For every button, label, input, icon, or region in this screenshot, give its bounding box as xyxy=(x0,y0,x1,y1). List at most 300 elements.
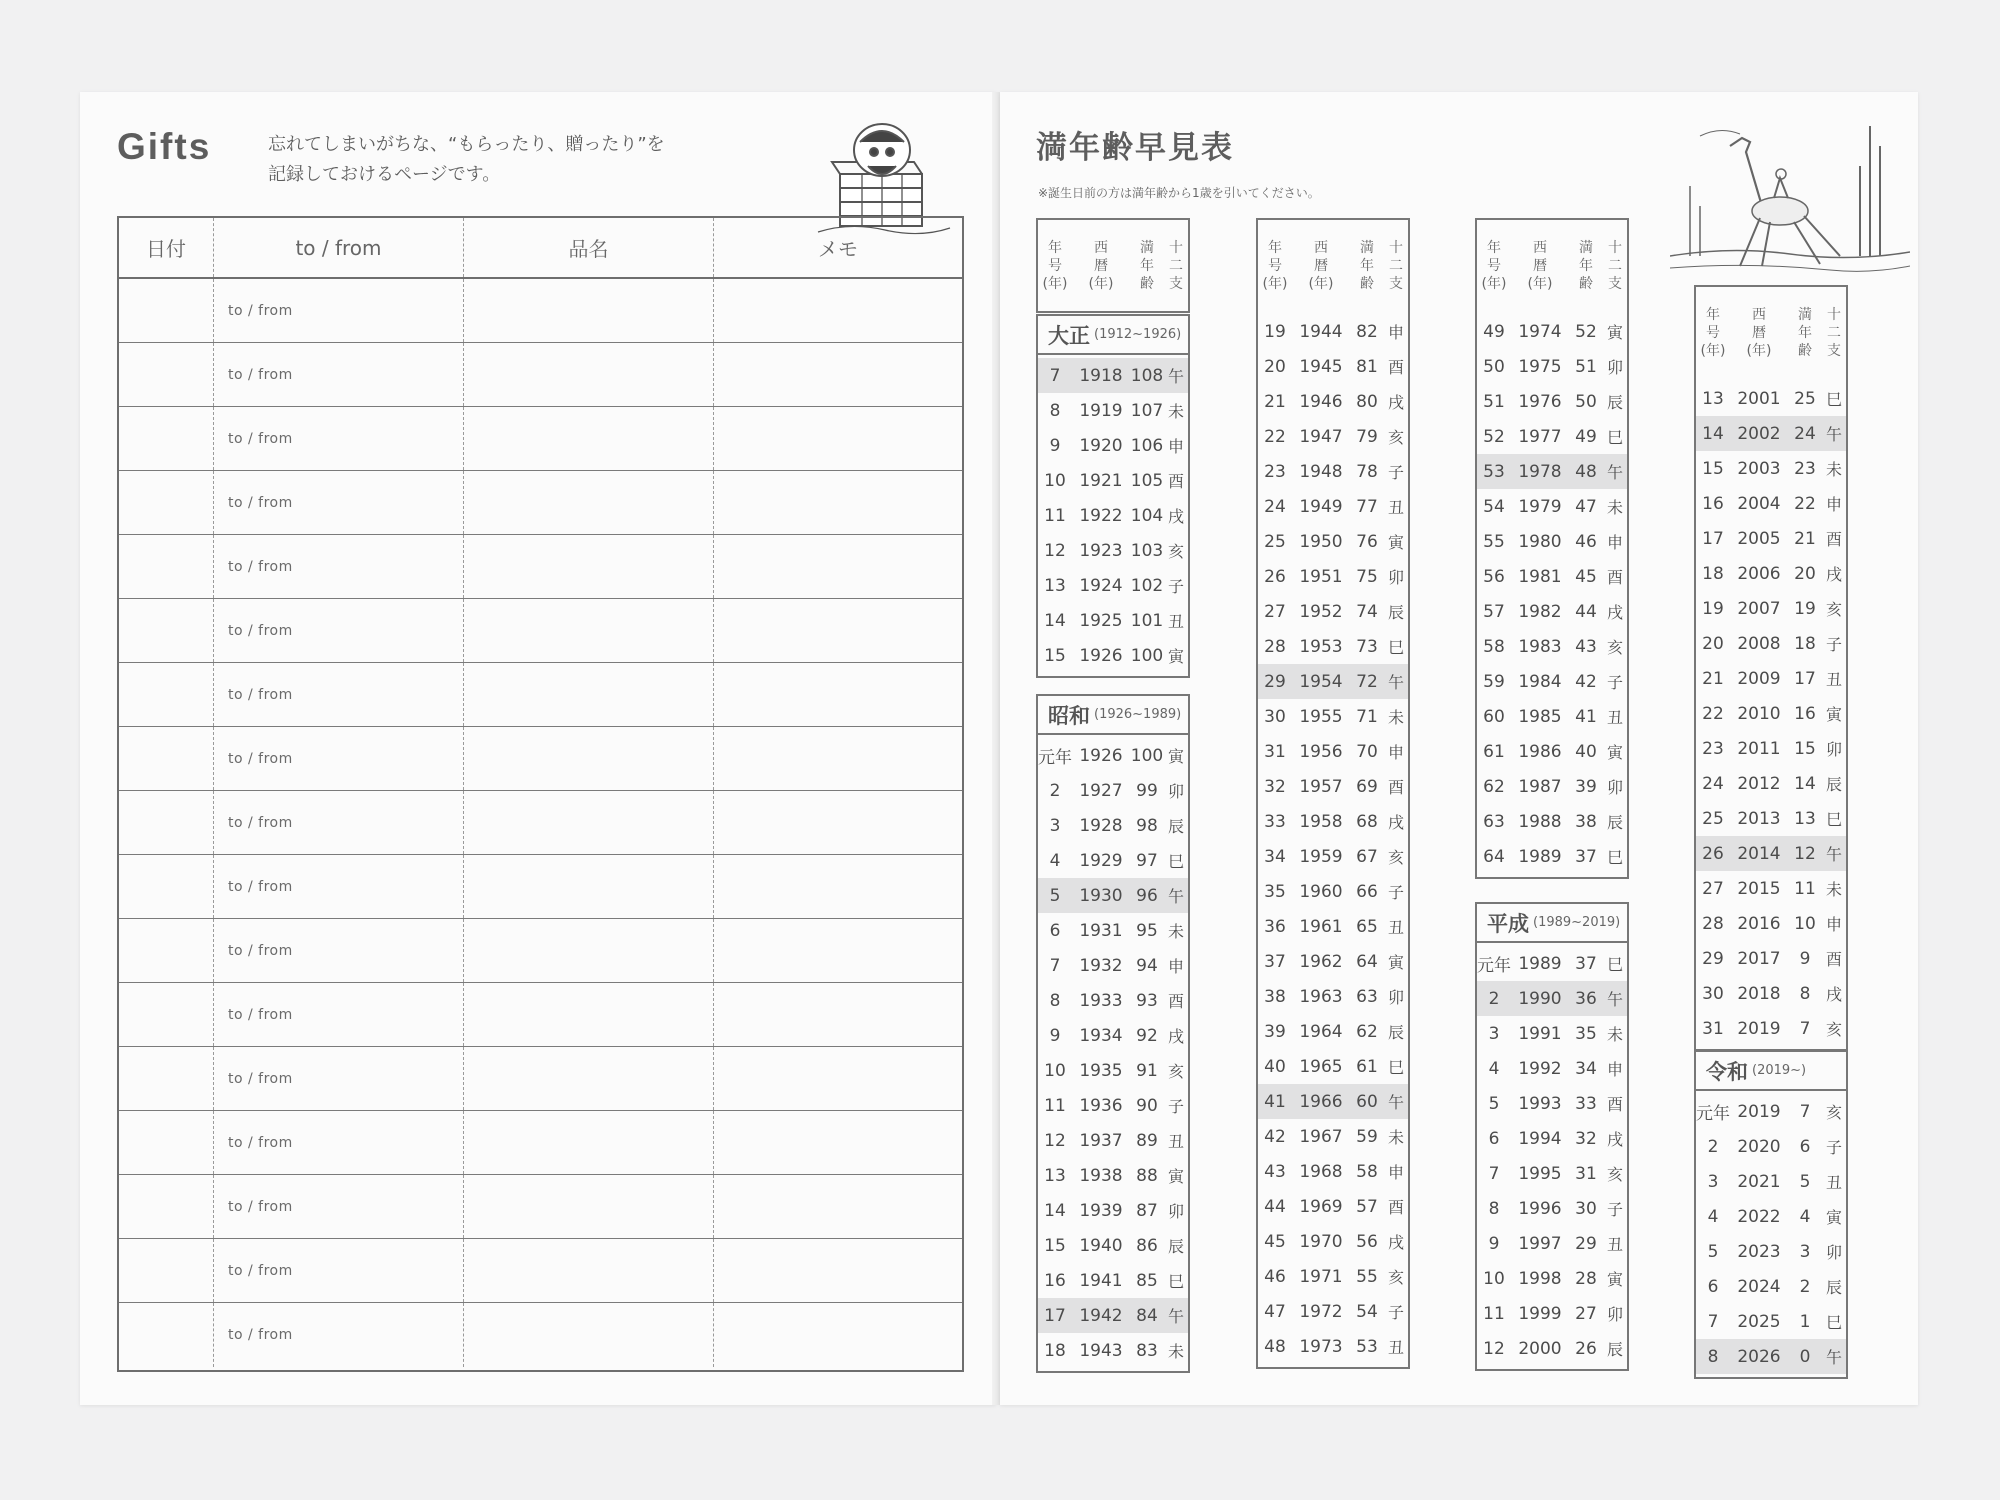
gift-row xyxy=(119,1303,962,1367)
era-year-cell: 59 xyxy=(1483,671,1505,692)
era-year-cell: 7 xyxy=(1707,1311,1719,1332)
age-row xyxy=(1477,839,1627,874)
zodiac-cell: 申 xyxy=(1387,323,1404,342)
zodiac-cell: 丑 xyxy=(1167,1132,1184,1151)
age-row xyxy=(1258,944,1408,979)
western-year-cell: 1963 xyxy=(1299,986,1343,1007)
zodiac-cell: 子 xyxy=(1825,635,1842,654)
gift-memo-cell[interactable] xyxy=(714,1047,962,1110)
header-age xyxy=(1569,220,1603,311)
era-year-cell: 21 xyxy=(1702,668,1724,689)
western-year-cell: 2017 xyxy=(1737,948,1781,969)
western-year-cell: 2005 xyxy=(1737,528,1781,549)
age-row xyxy=(1258,979,1408,1014)
era-year-cell: 60 xyxy=(1483,706,1505,727)
gift-date-cell[interactable] xyxy=(119,1111,214,1174)
era-year-cell: 44 xyxy=(1264,1196,1286,1217)
age-row xyxy=(1477,1051,1627,1086)
zodiac-cell: 子 xyxy=(1167,1097,1184,1116)
era-year-cell: 3 xyxy=(1707,1171,1719,1192)
gift-date-cell[interactable] xyxy=(119,471,214,534)
gift-item-cell[interactable] xyxy=(464,279,714,342)
header-to-from: to / from xyxy=(214,218,464,277)
header-age xyxy=(1350,220,1384,311)
age-row xyxy=(1258,1329,1408,1364)
zodiac-cell: 酉 xyxy=(1167,992,1184,1011)
gift-date-cell[interactable] xyxy=(119,855,214,918)
era-year-cell: 31 xyxy=(1702,1018,1724,1039)
western-year-cell: 1994 xyxy=(1518,1128,1562,1149)
age-cell: 28 xyxy=(1575,1268,1597,1289)
era-year-cell: 8 xyxy=(1049,400,1061,421)
zodiac-cell: 寅 xyxy=(1606,743,1623,762)
gift-row xyxy=(119,727,962,791)
gift-to-from-cell[interactable] xyxy=(214,727,464,790)
zodiac-cell: 午 xyxy=(1167,367,1184,386)
age-cell: 73 xyxy=(1356,636,1378,657)
to-from-label: to / from xyxy=(228,1007,293,1023)
zodiac-cell: 卯 xyxy=(1387,988,1404,1007)
western-year-cell: 1940 xyxy=(1079,1235,1123,1256)
gift-item-cell[interactable] xyxy=(464,535,714,598)
age-chart-note: ※誕生日前の方は満年齢から1歳を引いてください。 xyxy=(1038,186,1320,200)
gift-memo-cell[interactable] xyxy=(714,471,962,534)
era-block xyxy=(1475,311,1629,879)
header-char: (年) xyxy=(1700,342,1726,359)
gift-date-cell[interactable] xyxy=(119,279,214,342)
header-char: 年 xyxy=(1048,239,1062,256)
age-row xyxy=(1038,1333,1188,1368)
era-year-cell: 33 xyxy=(1264,811,1286,832)
age-cell: 104 xyxy=(1130,505,1164,526)
zodiac-cell: 卯 xyxy=(1825,740,1842,759)
gift-date-cell[interactable] xyxy=(119,1047,214,1110)
gift-to-from-cell[interactable] xyxy=(214,855,464,918)
zodiac-cell: 午 xyxy=(1825,845,1842,864)
zodiac-cell: 寅 xyxy=(1167,1167,1184,1186)
zodiac-cell: 戌 xyxy=(1825,985,1842,1004)
gift-memo-cell[interactable] xyxy=(714,983,962,1046)
age-cell: 66 xyxy=(1356,881,1378,902)
gift-date-cell[interactable] xyxy=(119,983,214,1046)
age-cell: 100 xyxy=(1130,645,1164,666)
western-year-cell: 1989 xyxy=(1518,846,1562,867)
western-year-cell: 1998 xyxy=(1518,1268,1562,1289)
western-year-cell: 2011 xyxy=(1737,738,1781,759)
age-row xyxy=(1258,419,1408,454)
era-year-cell: 11 xyxy=(1044,505,1066,526)
age-cell: 87 xyxy=(1136,1200,1158,1221)
gift-to-from-cell[interactable] xyxy=(214,983,464,1046)
gift-date-cell[interactable] xyxy=(119,663,214,726)
gift-memo-cell[interactable] xyxy=(714,535,962,598)
age-cell: 29 xyxy=(1575,1233,1597,1254)
gift-item-cell[interactable] xyxy=(464,407,714,470)
zodiac-cell: 午 xyxy=(1606,463,1623,482)
age-cell: 95 xyxy=(1136,920,1158,941)
era-year-cell: 35 xyxy=(1264,881,1286,902)
era-block xyxy=(1694,378,1848,1051)
header-char: 暦 xyxy=(1533,257,1547,274)
era-year-cell: 61 xyxy=(1483,741,1505,762)
age-row xyxy=(1477,981,1627,1016)
age-row xyxy=(1477,1191,1627,1226)
gift-item-cell[interactable] xyxy=(464,343,714,406)
age-cell: 55 xyxy=(1356,1266,1378,1287)
gift-item-cell[interactable] xyxy=(464,663,714,726)
gift-memo-cell[interactable] xyxy=(714,279,962,342)
gift-memo-cell[interactable] xyxy=(714,727,962,790)
gift-item-cell[interactable] xyxy=(464,855,714,918)
era-range: (1912~1926) xyxy=(1094,327,1182,342)
era-year-cell: 38 xyxy=(1264,986,1286,1007)
age-cell: 101 xyxy=(1130,610,1164,631)
age-cell: 57 xyxy=(1356,1196,1378,1217)
age-row xyxy=(1477,699,1627,734)
age-row xyxy=(1258,454,1408,489)
gift-date-cell[interactable] xyxy=(119,727,214,790)
header-char: 齢 xyxy=(1140,275,1154,292)
western-year-cell: 1958 xyxy=(1299,811,1343,832)
gift-memo-cell[interactable] xyxy=(714,1175,962,1238)
western-year-cell: 1947 xyxy=(1299,426,1343,447)
header-era-year xyxy=(1696,287,1730,378)
gift-item-cell[interactable] xyxy=(464,599,714,662)
zodiac-cell: 亥 xyxy=(1387,848,1404,867)
age-cell: 83 xyxy=(1136,1340,1158,1361)
zodiac-cell: 午 xyxy=(1387,1093,1404,1112)
era-year-cell: 22 xyxy=(1264,426,1286,447)
age-cell: 38 xyxy=(1575,811,1597,832)
gift-row xyxy=(119,663,962,727)
age-cell: 46 xyxy=(1575,531,1597,552)
zodiac-cell: 未 xyxy=(1606,1025,1623,1044)
gift-item-cell[interactable] xyxy=(464,1175,714,1238)
era-name-header xyxy=(1038,316,1188,355)
era-year-cell: 39 xyxy=(1264,1021,1286,1042)
gift-date-cell[interactable] xyxy=(119,1175,214,1238)
western-year-cell: 1965 xyxy=(1299,1056,1343,1077)
era-year-cell: 22 xyxy=(1702,703,1724,724)
age-cell: 1 xyxy=(1799,1311,1811,1332)
gift-item-cell[interactable] xyxy=(464,471,714,534)
zodiac-cell: 酉 xyxy=(1606,568,1623,587)
gifts-table-header xyxy=(119,218,962,279)
gift-to-from-cell[interactable] xyxy=(214,471,464,534)
age-cell: 7 xyxy=(1799,1018,1811,1039)
age-chart-page xyxy=(1000,92,1918,1405)
gift-memo-cell[interactable] xyxy=(714,343,962,406)
zodiac-cell: 子 xyxy=(1825,1138,1842,1157)
header-memo: メモ xyxy=(818,237,858,261)
age-row xyxy=(1696,836,1846,871)
zodiac-cell: 申 xyxy=(1825,915,1842,934)
western-year-cell: 2022 xyxy=(1737,1206,1781,1227)
gift-item-cell[interactable] xyxy=(464,1239,714,1302)
western-year-cell: 2023 xyxy=(1737,1241,1781,1262)
gift-memo-cell[interactable] xyxy=(714,791,962,854)
zodiac-cell: 酉 xyxy=(1825,530,1842,549)
age-row xyxy=(1477,1016,1627,1051)
western-year-cell: 1935 xyxy=(1079,1060,1123,1081)
era-year-cell: 8 xyxy=(1049,990,1061,1011)
age-row xyxy=(1477,1226,1627,1261)
zodiac-cell: 申 xyxy=(1167,437,1184,456)
age-row xyxy=(1038,948,1188,983)
gift-memo-cell[interactable] xyxy=(714,1111,962,1174)
gift-to-from-cell[interactable] xyxy=(214,1303,464,1367)
gift-to-from-cell[interactable] xyxy=(214,599,464,662)
gift-to-from-cell[interactable] xyxy=(214,535,464,598)
gift-to-from-cell[interactable] xyxy=(214,1239,464,1302)
age-row xyxy=(1258,384,1408,419)
era-year-cell: 43 xyxy=(1264,1161,1286,1182)
era-year-cell: 62 xyxy=(1483,776,1505,797)
western-year-cell: 1957 xyxy=(1299,776,1343,797)
age-cell: 8 xyxy=(1799,983,1811,1004)
era-year-cell: 24 xyxy=(1264,496,1286,517)
zodiac-cell: 亥 xyxy=(1606,638,1623,657)
era-range: (1926~1989) xyxy=(1094,707,1182,722)
age-cell: 24 xyxy=(1794,423,1816,444)
age-row xyxy=(1696,1129,1846,1164)
zodiac-cell: 申 xyxy=(1606,1060,1623,1079)
gift-date-cell[interactable] xyxy=(119,1239,214,1302)
era-year-cell: 8 xyxy=(1707,1346,1719,1367)
gift-date-cell[interactable] xyxy=(119,1303,214,1367)
western-year-cell: 1934 xyxy=(1079,1025,1123,1046)
gift-date-cell[interactable] xyxy=(119,599,214,662)
western-year-cell: 2000 xyxy=(1518,1338,1562,1359)
western-year-cell: 1939 xyxy=(1079,1200,1123,1221)
age-row xyxy=(1038,1263,1188,1298)
gift-date-cell[interactable] xyxy=(119,407,214,470)
zodiac-cell: 午 xyxy=(1387,673,1404,692)
age-row xyxy=(1038,1193,1188,1228)
age-cell: 74 xyxy=(1356,601,1378,622)
age-cell: 42 xyxy=(1575,671,1597,692)
age-row xyxy=(1038,738,1188,773)
era-year-cell: 53 xyxy=(1483,461,1505,482)
western-year-cell: 2001 xyxy=(1737,388,1781,409)
gift-to-from-cell[interactable] xyxy=(214,1111,464,1174)
era-year-cell: 63 xyxy=(1483,811,1505,832)
age-cell: 7 xyxy=(1799,1101,1811,1122)
gift-item-cell[interactable] xyxy=(464,1047,714,1110)
western-year-cell: 1962 xyxy=(1299,951,1343,972)
gift-date-cell[interactable] xyxy=(119,919,214,982)
age-row xyxy=(1477,384,1627,419)
western-year-cell: 1924 xyxy=(1079,575,1123,596)
era-year-cell: 18 xyxy=(1702,563,1724,584)
age-row xyxy=(1477,314,1627,349)
zodiac-cell: 卯 xyxy=(1606,1305,1623,1324)
age-cell: 2 xyxy=(1799,1276,1811,1297)
zodiac-cell: 辰 xyxy=(1606,1340,1623,1359)
gift-item-cell[interactable] xyxy=(464,983,714,1046)
era-year-cell: 28 xyxy=(1264,636,1286,657)
zodiac-cell: 巳 xyxy=(1606,428,1623,447)
gift-memo-cell[interactable] xyxy=(714,407,962,470)
western-year-cell: 1926 xyxy=(1079,745,1123,766)
zodiac-cell: 辰 xyxy=(1825,775,1842,794)
age-row xyxy=(1477,804,1627,839)
gift-to-from-cell[interactable] xyxy=(214,407,464,470)
to-from-label: to / from xyxy=(228,751,293,767)
age-row xyxy=(1258,1154,1408,1189)
zodiac-cell: 巳 xyxy=(1825,390,1842,409)
zodiac-cell: 子 xyxy=(1387,883,1404,902)
era-year-cell: 64 xyxy=(1483,846,1505,867)
age-cell: 69 xyxy=(1356,776,1378,797)
gift-item-cell[interactable] xyxy=(464,1303,714,1367)
age-column-header xyxy=(1694,285,1848,380)
era-year-cell: 29 xyxy=(1264,671,1286,692)
zodiac-cell: 丑 xyxy=(1606,708,1623,727)
gift-item-cell[interactable] xyxy=(464,1111,714,1174)
western-year-cell: 1946 xyxy=(1299,391,1343,412)
age-row xyxy=(1477,454,1627,489)
gift-to-from-cell[interactable] xyxy=(214,1047,464,1110)
western-year-cell: 1951 xyxy=(1299,566,1343,587)
zodiac-cell: 午 xyxy=(1167,887,1184,906)
gift-to-from-cell[interactable] xyxy=(214,343,464,406)
age-row xyxy=(1038,1053,1188,1088)
age-row xyxy=(1477,1086,1627,1121)
era-year-cell: 3 xyxy=(1049,815,1061,836)
era-block xyxy=(1036,314,1190,678)
header-char: (年) xyxy=(1262,275,1288,292)
gift-to-from-cell[interactable] xyxy=(214,663,464,726)
age-cell: 77 xyxy=(1356,496,1378,517)
age-row xyxy=(1696,1269,1846,1304)
era-year-cell: 17 xyxy=(1044,1305,1066,1326)
zodiac-cell: 未 xyxy=(1167,1342,1184,1361)
western-year-cell: 1974 xyxy=(1518,321,1562,342)
gift-date-cell[interactable] xyxy=(119,535,214,598)
gifts-desc-line1: 忘れてしまいがちな、“もらったり、贈ったり”を xyxy=(268,134,665,155)
age-row xyxy=(1477,1156,1627,1191)
age-cell: 26 xyxy=(1575,1338,1597,1359)
era-year-cell: 56 xyxy=(1483,566,1505,587)
age-row xyxy=(1258,909,1408,944)
gift-to-from-cell[interactable] xyxy=(214,919,464,982)
zodiac-cell: 寅 xyxy=(1167,647,1184,666)
age-cell: 88 xyxy=(1136,1165,1158,1186)
header-char: (年) xyxy=(1746,342,1772,359)
age-row xyxy=(1696,906,1846,941)
era-block xyxy=(1694,1050,1848,1379)
zodiac-cell: 寅 xyxy=(1606,1270,1623,1289)
western-year-cell: 2016 xyxy=(1737,913,1781,934)
era-year-cell: 58 xyxy=(1483,636,1505,657)
western-year-cell: 1986 xyxy=(1518,741,1562,762)
western-year-cell: 1952 xyxy=(1299,601,1343,622)
header-char: 二 xyxy=(1608,257,1622,274)
western-year-cell: 2013 xyxy=(1737,808,1781,829)
age-cell: 32 xyxy=(1575,1128,1597,1149)
western-year-cell: 1999 xyxy=(1518,1303,1562,1324)
gift-item-cell[interactable] xyxy=(464,919,714,982)
age-cell: 54 xyxy=(1356,1301,1378,1322)
header-char: 支 xyxy=(1608,275,1622,292)
gift-memo-cell[interactable] xyxy=(714,1303,962,1367)
era-year-cell: 21 xyxy=(1264,391,1286,412)
header-char: (年) xyxy=(1308,275,1334,292)
gift-memo-cell[interactable] xyxy=(714,1239,962,1302)
age-row xyxy=(1477,594,1627,629)
gift-to-from-cell[interactable] xyxy=(214,1175,464,1238)
gift-item-cell[interactable] xyxy=(464,727,714,790)
gift-memo-cell[interactable] xyxy=(714,919,962,982)
western-year-cell: 1984 xyxy=(1518,671,1562,692)
to-from-label: to / from xyxy=(228,1071,293,1087)
header-item-name: 品名 xyxy=(464,218,714,277)
age-cell: 23 xyxy=(1794,458,1816,479)
age-row xyxy=(1258,1189,1408,1224)
zodiac-cell: 子 xyxy=(1167,577,1184,596)
gift-date-cell[interactable] xyxy=(119,343,214,406)
header-char: 西 xyxy=(1314,239,1328,256)
era-year-cell: 15 xyxy=(1044,645,1066,666)
era-year-cell: 24 xyxy=(1702,773,1724,794)
gift-date-cell[interactable] xyxy=(119,791,214,854)
zodiac-cell: 亥 xyxy=(1825,600,1842,619)
era-year-cell: 40 xyxy=(1264,1056,1286,1077)
header-western-year xyxy=(1730,287,1788,378)
age-cell: 30 xyxy=(1575,1198,1597,1219)
zodiac-cell: 辰 xyxy=(1606,393,1623,412)
age-row xyxy=(1038,568,1188,603)
header-age xyxy=(1788,287,1822,378)
gift-row xyxy=(119,1175,962,1239)
gift-memo-cell[interactable] xyxy=(714,855,962,918)
age-row xyxy=(1258,559,1408,594)
gift-item-cell[interactable] xyxy=(464,791,714,854)
gift-to-from-cell[interactable] xyxy=(214,279,464,342)
era-year-cell: 26 xyxy=(1702,843,1724,864)
western-year-cell: 1950 xyxy=(1299,531,1343,552)
age-cell: 61 xyxy=(1356,1056,1378,1077)
age-row xyxy=(1038,498,1188,533)
age-row xyxy=(1038,428,1188,463)
gift-to-from-cell[interactable] xyxy=(214,791,464,854)
age-cell: 0 xyxy=(1799,1346,1811,1367)
western-year-cell: 1942 xyxy=(1079,1305,1123,1326)
western-year-cell: 1918 xyxy=(1079,365,1123,386)
gift-memo-cell[interactable] xyxy=(714,599,962,662)
era-year-cell: 11 xyxy=(1044,1095,1066,1116)
age-row xyxy=(1696,1304,1846,1339)
header-char: (年) xyxy=(1481,275,1507,292)
zodiac-cell: 丑 xyxy=(1387,918,1404,937)
age-cell: 19 xyxy=(1794,598,1816,619)
era-year-cell: 8 xyxy=(1488,1198,1500,1219)
era-year-cell: 14 xyxy=(1044,1200,1066,1221)
age-row xyxy=(1477,1296,1627,1331)
age-row xyxy=(1038,1123,1188,1158)
age-row xyxy=(1696,801,1846,836)
gift-memo-cell[interactable] xyxy=(714,663,962,726)
age-row xyxy=(1696,1094,1846,1129)
era-year-cell: 13 xyxy=(1044,575,1066,596)
age-cell: 93 xyxy=(1136,990,1158,1011)
western-year-cell: 1978 xyxy=(1518,461,1562,482)
header-char: 暦 xyxy=(1314,257,1328,274)
zodiac-cell: 寅 xyxy=(1387,953,1404,972)
header-western-year xyxy=(1072,220,1130,311)
zodiac-cell: 寅 xyxy=(1606,323,1623,342)
